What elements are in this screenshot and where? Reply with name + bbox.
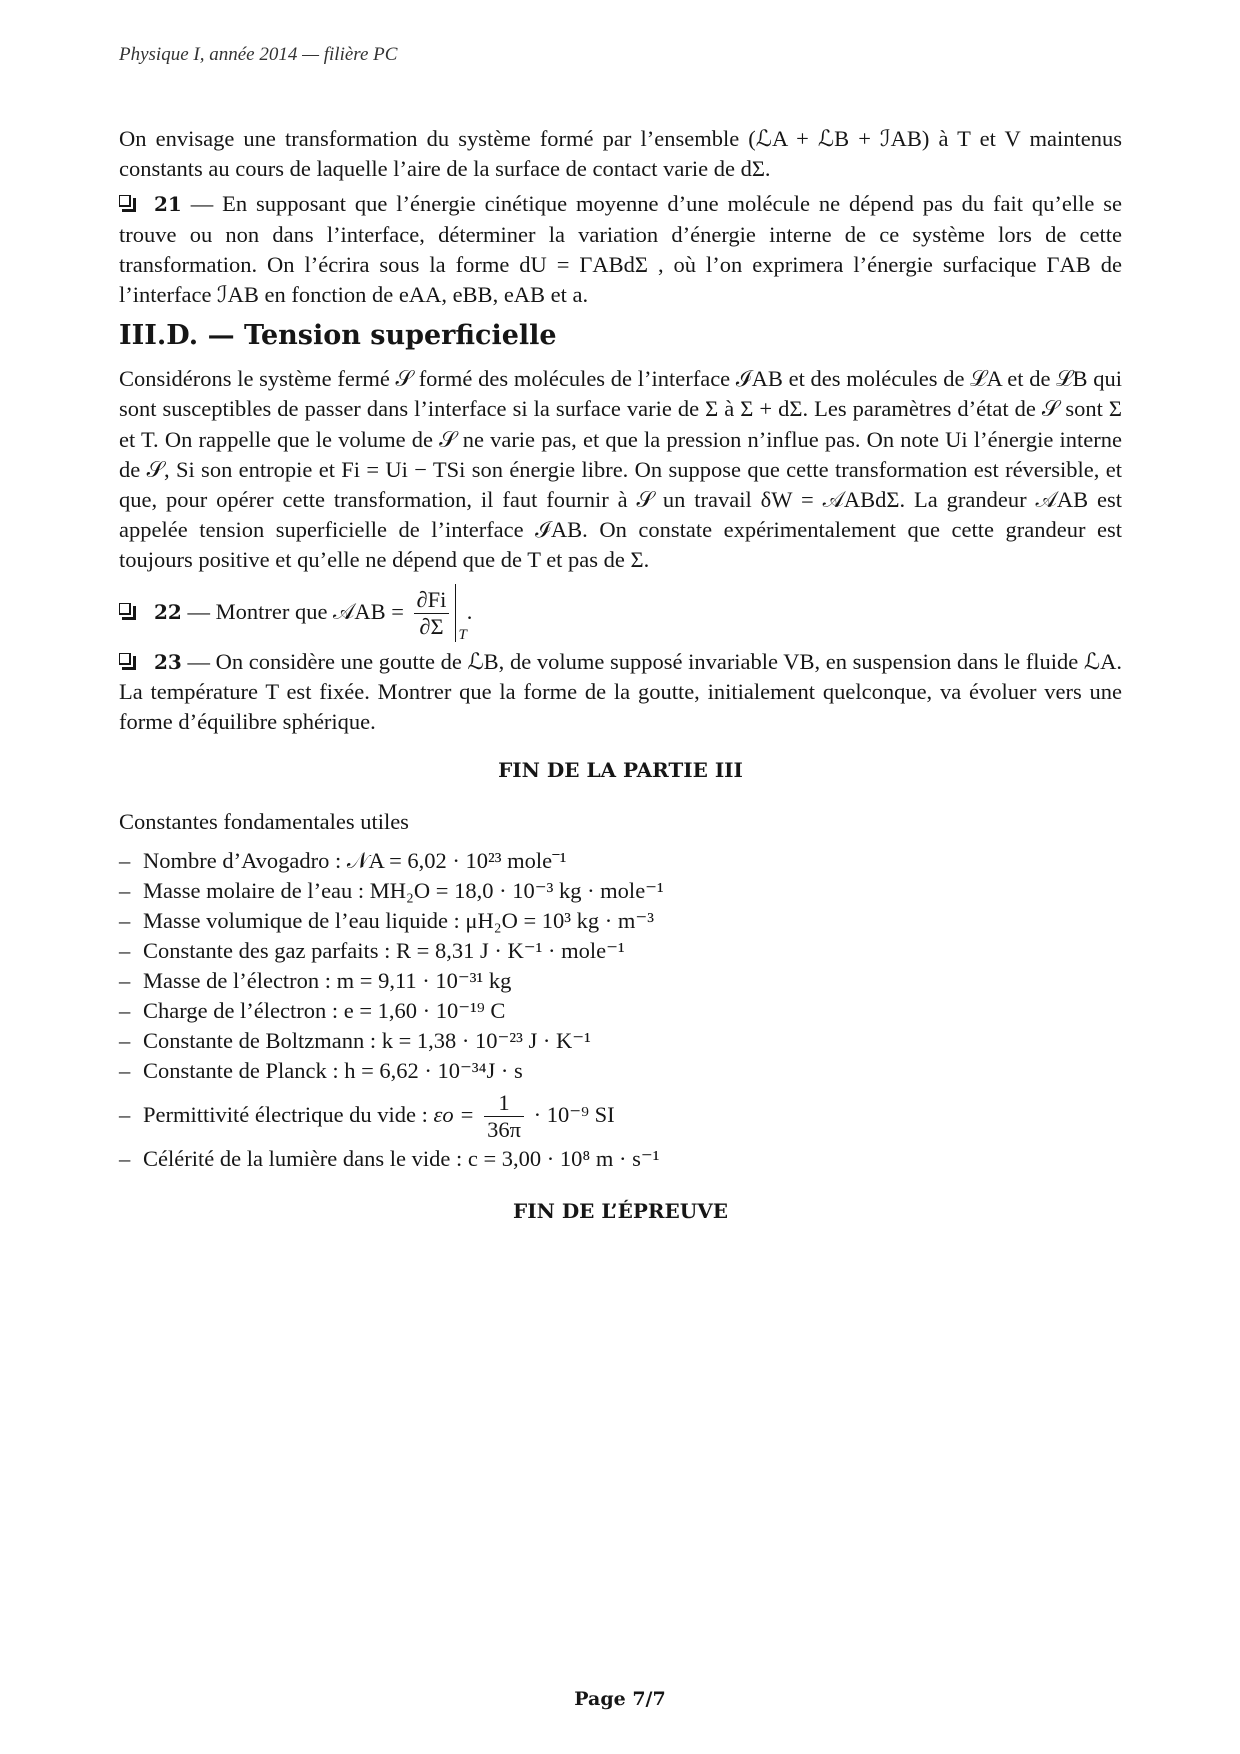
partial-derivative-fraction	[414, 587, 450, 640]
end-of-exam-title: FIN DE L’ÉPREUVE	[513, 1198, 728, 1223]
running-header: Physique I, année 2014 — filière PC	[119, 44, 398, 65]
constant-rest: · 10⁻⁹ SI	[527, 1101, 615, 1127]
evaluation-bar	[455, 584, 456, 642]
constant-text: Constante de Boltzmann : k = 1,38 · 10⁻²³ J · K⁻¹	[143, 1027, 591, 1053]
question-23	[119, 647, 1122, 738]
constant-text: Nombre d’Avogadro : 𝒩A = 6,02 · 10²³ mole⁻¹	[143, 847, 567, 873]
list-item: – Constante de Boltzmann : k = 1,38 · 10⁻²³ J · K⁻¹	[119, 1027, 591, 1053]
constant-text: Constante de Planck : h = 6,62 · 10⁻³⁴J · s	[143, 1057, 523, 1083]
constant-symbol: εo =	[433, 1101, 481, 1127]
list-item: – Permittivité électrique du vide : εo = $\frac{1}{36\pi}$ · 10⁻⁹ SI	[119, 1090, 615, 1142]
section-heading	[119, 319, 1122, 353]
list-item: – Masse volumique de l’eau liquide : μH₂O = 10³ kg · m⁻³	[119, 907, 655, 933]
end-of-part-title: FIN DE LA PARTIE III	[498, 758, 743, 783]
permittivity-fraction	[484, 1090, 524, 1143]
fraction-denominator: ∂Σ	[419, 613, 444, 639]
fraction-numerator: 1	[484, 1090, 524, 1117]
checkbox-icon	[119, 195, 136, 212]
section-paragraph: Considérons le système fermé 𝒮 formé des molécules de l’interface ℐAB et des molécules de ℒA et de ℒB qui sont susceptibles de passer dans l’interface si la surface varie de Σ à Σ + dΣ. Les paramètres d’état de 𝒮 sont Σ et T. On rappelle que le volume de 𝒮 ne varie pas, et que la pression n’influe pas. On note Ui l’énergie interne de 𝒮, Si son entropie et Fi = Ui − TSi son énergie libre. On suppose que cette transformation est réversible, et que, pour opérer cette transformation, il faut fournir à 𝒮 un travail δW = 𝒜ABdΣ. La grandeur 𝒜AB est appelée tension superficielle de l’interface ℐAB. On constate expérimentalement que cette grandeur est toujours positive et qu’elle ne dépend que de T et pas de Σ.	[119, 366, 1122, 573]
constant-label: Permittivité électrique du vide :	[143, 1101, 434, 1127]
section-title: Tension superficielle	[243, 320, 557, 352]
question-text: — Montrer que 𝒜AB =	[187, 598, 404, 624]
list-item: – Charge de l’électron : e = 1,60 · 10⁻¹⁹ C	[119, 997, 506, 1023]
constant-text: Masse volumique de l’eau liquide : μH₂O = 10³ kg · m⁻³	[143, 907, 655, 933]
constants-title: Constantes fondamentales utiles	[119, 809, 409, 835]
evaluation-subscript: T	[458, 626, 467, 643]
constant-text: Masse de l’électron : m = 9,11 · 10⁻³¹ kg	[143, 967, 512, 993]
question-number: 23	[154, 649, 182, 674]
fraction-end: .	[466, 598, 473, 624]
list-item: – Constante de Planck : h = 6,62 · 10⁻³⁴J · s	[119, 1057, 523, 1083]
list-item: – Célérité de la lumière dans le vide : c = 3,00 · 10⁸ m · s⁻¹	[119, 1145, 660, 1171]
page-content	[119, 124, 1122, 1226]
question-21	[119, 189, 1122, 310]
fraction-numerator: ∂Fi	[414, 587, 450, 614]
list-item: – Constante des gaz parfaits : R = 8,31 J · K⁻¹ · mole⁻¹	[119, 937, 625, 963]
section-number: III.D.	[119, 320, 199, 352]
question-number: 22	[154, 599, 182, 624]
constant-text: Constante des gaz parfaits : R = 8,31 J · K⁻¹ · mole⁻¹	[143, 937, 625, 963]
constant-text: Célérité de la lumière dans le vide : c = 3,00 · 10⁸ m · s⁻¹	[143, 1145, 660, 1171]
intro-paragraph: On envisage une transformation du système formé par l’ensemble (ℒA + ℒB + ℐAB) à T et V maintenus constants au cours de laquelle l’aire de la surface de contact varie de dΣ.	[119, 126, 1122, 182]
question-text: — On considère une goutte de ℒB, de volume supposé invariable VB, en suspension dans le fluide ℒA. La température T est fixée. Montrer que la forme de la goutte, initialement quelconque, va évoluer vers une forme d’équilibre sphérique.	[119, 648, 1122, 735]
section-dash: —	[207, 320, 235, 352]
constant-text: Charge de l’électron : e = 1,60 · 10⁻¹⁹ C	[143, 997, 506, 1023]
checkbox-icon	[119, 603, 136, 620]
page-number: Page 7/7	[574, 1688, 666, 1710]
constant-text: Masse molaire de l’eau : MH₂O = 18,0 · 10⁻³ kg · mole⁻¹	[143, 877, 664, 903]
question-number: 21	[154, 192, 182, 217]
list-item: – Nombre d’Avogadro : 𝒩A = 6,02 · 10²³ mole⁻¹	[119, 847, 567, 873]
checkbox-icon	[119, 653, 136, 670]
fraction-denominator: 36π	[487, 1117, 521, 1142]
list-item: – Masse molaire de l’eau : MH₂O = 18,0 · 10⁻³ kg · mole⁻¹	[119, 877, 664, 903]
question-text: — En supposant que l’énergie cinétique moyenne d’une molécule ne dépend pas du fait qu’elle se trouve ou non dans l’interface, déterminer la variation d’énergie interne de ce système lors de cette transformation. On l’écrira sous la forme dU = ΓABdΣ , où l’on exprimera l’énergie surfacique ΓAB de l’interface ℐAB en fonction de eAA, eBB, eAB et a.	[119, 191, 1123, 308]
constants-list	[119, 846, 1122, 1174]
question-22	[119, 582, 1122, 644]
list-item: – Masse de l’électron : m = 9,11 · 10⁻³¹ kg	[119, 967, 512, 993]
